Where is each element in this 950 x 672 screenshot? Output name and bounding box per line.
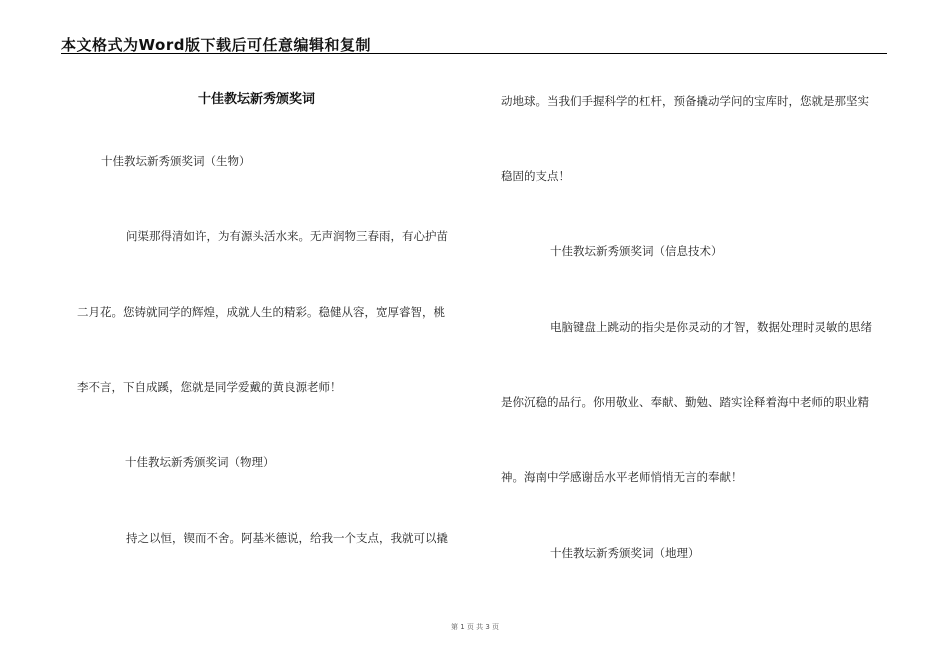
paragraph-line: 问渠那得清如许，为有源头活水来。无声润物三春雨，有心护苗: [126, 229, 448, 243]
paragraph-line: 神。海南中学感谢岳水平老师悄悄无言的奉献！: [501, 470, 743, 484]
page-title: 十佳教坛新秀颁奖词: [198, 92, 316, 107]
paragraph-line: 持之以恒，锲而不舍。阿基米德说，给我一个支点，我就可以撬: [126, 531, 448, 545]
subheading-physics: 十佳教坛新秀颁奖词（物理）: [125, 455, 275, 469]
subheading-biology: 十佳教坛新秀颁奖词（生物）: [101, 154, 251, 168]
document-header: 本文格式为Word版下载后可任意编辑和复制: [61, 36, 371, 54]
paragraph-line: 李不言，下自成蹊，您就是同学爱戴的黄良源老师！: [77, 380, 342, 394]
subheading-geography: 十佳教坛新秀颁奖词（地理）: [550, 546, 700, 560]
paragraph-line: 是你沉稳的品行。你用敬业、奉献、勤勉、踏实诠释着海中老师的职业精: [501, 395, 869, 409]
paragraph-line: 电脑键盘上跳动的指尖是你灵动的才智，数据处理时灵敏的思绪: [550, 320, 872, 334]
paragraph-line: 二月花。您铸就同学的辉煌，成就人生的精彩。稳健从容，宽厚睿智，桃: [77, 305, 445, 319]
paragraph-line: 稳固的支点！: [501, 169, 570, 183]
subheading-it: 十佳教坛新秀颁奖词（信息技术）: [550, 244, 723, 258]
paragraph-line: 动地球。当我们手握科学的杠杆，预备撬动学问的宝库时，您就是那坚实: [501, 94, 869, 108]
page-footer: 第 1 页 共 3 页: [450, 623, 500, 631]
header-divider: [61, 53, 887, 54]
